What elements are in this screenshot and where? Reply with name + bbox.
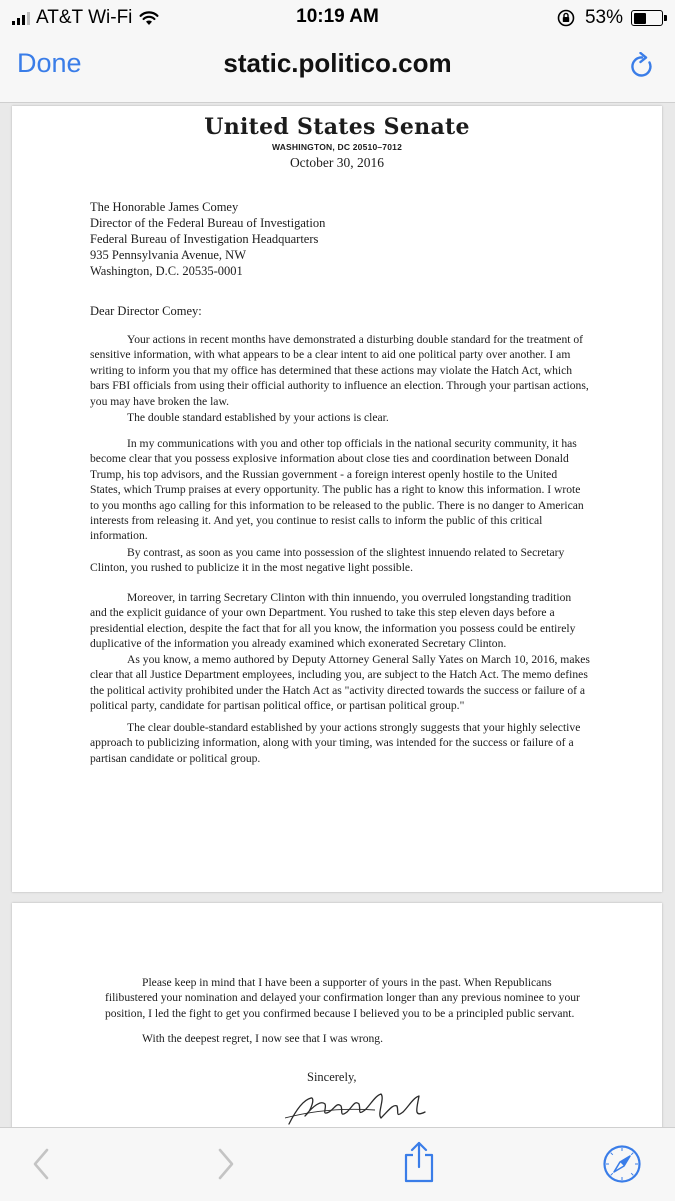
letter-paragraph: With the deepest regret, I now see that I was wrong. [142,1032,383,1045]
letter-paragraph: The clear double-standard established by your actions strongly suggests that your highly selective approach to publicizing information, along with your timing, was intended for the success or failure of a partisan candidate or political group. [90,721,581,765]
battery-percent: 53% [584,7,623,28]
document-viewer[interactable] [0,103,675,1127]
carrier-label: AT&T Wi-Fi [36,7,133,28]
status-time: 10:19 AM [296,6,379,27]
status-right [557,7,663,29]
letter-paragraph: In my communications with you and other top officials in the national security community, it has become clear that you possess explosive information about close ties and coordination between Donald Trump, his top advisors, and the Russian government - a foreign interest openly hostile to the United States, which Trump praises at every opportunity. The public has a right to know this information. I wrote to you months ago calling for this information to be released to the public. There is no danger to American interests from releasing it. And yet, you continue to resist calls to inform the public of this critical information. [90,437,584,543]
address-line: The Honorable James Comey [90,200,239,214]
battery-icon [631,10,663,26]
letterhead-name: United States Senate [204,114,470,140]
letterhead-address: WASHINGTON, DC 20510–7012 [271,142,403,152]
document-page-2 [12,903,662,1127]
battery-level [634,13,647,24]
navigation-bar [0,36,675,103]
status-bar [0,0,675,36]
address-line: Director of the Federal Bureau of Investigation [90,216,326,230]
letter-paragraph: Please keep in mind that I have been a supporter of yours in the past. When Republicans filibustered your nomination and delayed your confirmation longer than any previous nominee to your position, I led the fight to get you confirmed because I believed you to be a principled public servant. [105,976,580,1020]
letter-paragraph: By contrast, as soon as you came into possession of the slightest innuendo related to Secretary Clinton, you rushed to publicize it in the most negative light possible. [90,546,565,575]
chevron-right-icon[interactable] [215,1146,237,1182]
reload-icon[interactable] [629,52,655,80]
salutation: Dear Director Comey: [90,304,202,318]
document-page-1 [12,106,662,892]
letter-paragraph: The double standard established by your actions is clear. [127,411,389,424]
url-title: static.politico.com [223,48,452,78]
share-icon[interactable] [402,1140,436,1184]
letterhead [12,114,662,171]
address-line: Federal Bureau of Investigation Headquarters [90,232,319,246]
compass-icon[interactable] [602,1144,642,1184]
letter-closing: Sincerely, [307,1070,357,1084]
done-button[interactable]: Done [17,48,82,78]
chevron-left-icon[interactable] [30,1146,52,1182]
letter-paragraph: As you know, a memo authored by Deputy Attorney General Sally Yates on March 10, 2016, makes clear that all Justice Department employees, including you, are subject to the Hatch Act. The memo defines the political activity prohibited under the Hatch Act as "activity directed towards the success or failure of a political party, candidate for partisan political office, or partisan political group." [90,653,590,713]
letter-date: October 30, 2016 [289,155,385,170]
signature-image [285,1086,435,1127]
address-line: 935 Pennsylvania Avenue, NW [90,248,246,262]
bottom-toolbar [0,1127,675,1201]
letter-paragraph: Your actions in recent months have demonstrated a disturbing double standard for the treatment of sensitive information, with what appears to be a clear intent to aid one political party over another. I am writing to inform you that my office has determined that these actions may violate the Hatch Act, which bars FBI officials from using their official authority to influence an election. Through your partisan actions, you may have broken the law. [90,333,589,408]
rotation-lock-icon [557,9,575,27]
letter-paragraph: Moreover, in tarring Secretary Clinton with thin innuendo, you overruled longstanding tradition and the explicit guidance of your own Department. You rushed to take this step eleven days before a presidential election, despite the fact that for all you know, the information you possess could be entirely duplicative of the information you already examined which exonerated Secretary Clinton. [90,591,576,651]
recipient-address [90,199,325,279]
address-line: Washington, D.C. 20535-0001 [90,264,243,278]
